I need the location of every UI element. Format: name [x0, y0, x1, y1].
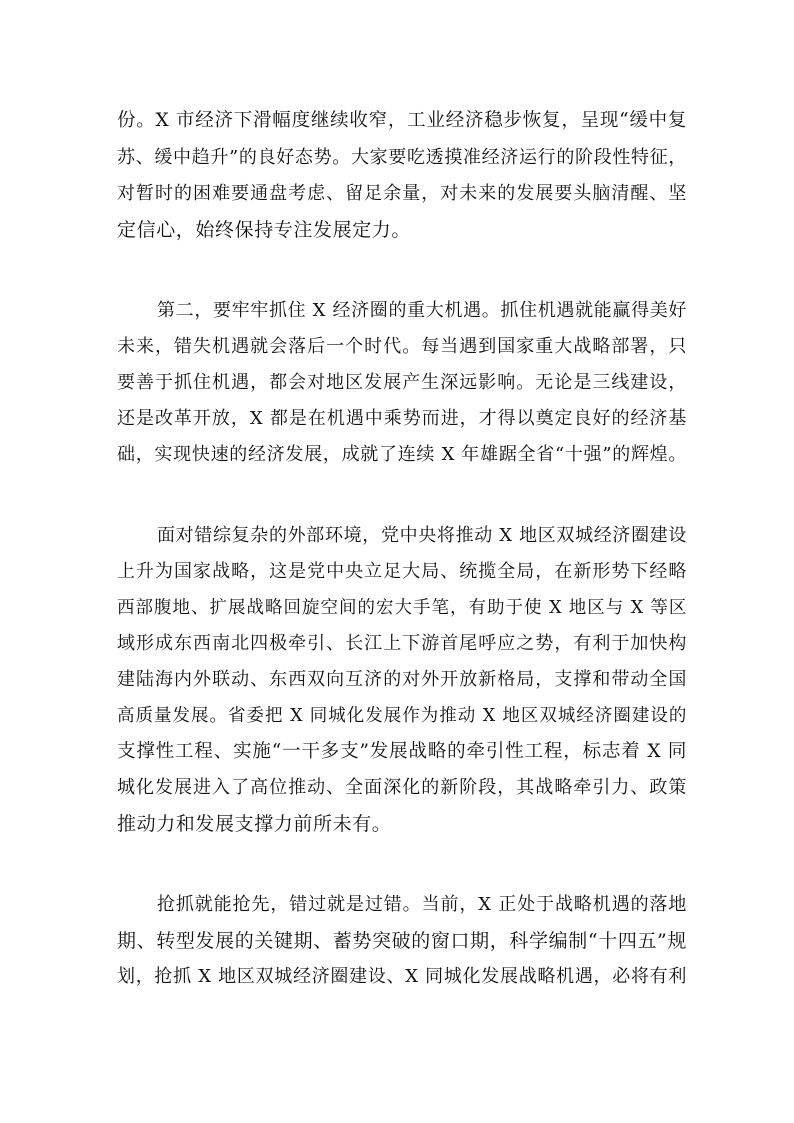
text-line: 支撑性工程、实施“一干多支”发展战略的牵引性工程，标志着 X 同: [117, 741, 687, 762]
text-line: 未来，错失机遇就会落后一个时代。每当遇到国家重大战略部署，只: [117, 336, 687, 357]
text-line: 面对错综复杂的外部环境，党中央将推动 X 地区双城经济圈建设: [157, 525, 687, 546]
text-line: 抢抓就能抢先，错过就是过错。当前，X 正处于战略机遇的落地: [157, 894, 687, 915]
text-line: 还是改革开放，X 都是在机遇中乘势而进，才得以奠定良好的经济基: [117, 408, 687, 429]
text-line: 城化发展进入了高位推动、全面深化的新阶段，其战略牵引力、政策: [117, 777, 687, 798]
text-line: 域形成东西南北四极牵引、长江上下游首尾呼应之势，有利于加快构: [117, 633, 687, 654]
text-line: 定信心，始终保持专注发展定力。: [117, 219, 412, 241]
text-line: 西部腹地、扩展战略回旋空间的宏大手笔，有助于使 X 地区与 X 等区: [117, 598, 687, 618]
text-line: 第二，要牢牢抓住 X 经济圈的重大机遇。抓住机遇就能赢得美好: [157, 300, 687, 321]
text-line: 对暂时的困难要通盘考虑、留足余量，对未来的发展要头脑清醒、坚: [117, 183, 687, 204]
text-line: 上升为国家战略，这是党中央立足大局、统揽全局，在新形势下经略: [117, 561, 687, 582]
text-line: 建陆海内外联动、东西双向互济的对外开放新格局，支撑和带动全国: [117, 669, 687, 690]
text-line: 划，抢抓 X 地区双城经济圈建设、X 同城化发展战略机遇，必将有利: [117, 966, 687, 987]
text-line: 份。X 市经济下滑幅度继续收窄，工业经济稳步恢复，呈现“缓中复: [117, 110, 687, 131]
text-line: 要善于抓住机遇，都会对地区发展产生深远影响。无论是三线建设，: [117, 372, 687, 393]
text-line: 高质量发展。省委把 X 同城化发展作为推动 X 地区双城经济圈建设的: [117, 706, 687, 726]
text-line: 础，实现快速的经济发展，成就了连续 X 年雄踞全省“十强”的辉煌。: [117, 444, 687, 465]
text-line: 推动力和发展支撑力前所未有。: [117, 813, 392, 835]
text-line: 苏、缓中趋升”的良好态势。大家要吃透摸准经济运行的阶段性特征，: [117, 147, 687, 168]
text-line: 期、转型发展的关键期、蓄势突破的窗口期，科学编制“十四五”规: [117, 930, 687, 952]
